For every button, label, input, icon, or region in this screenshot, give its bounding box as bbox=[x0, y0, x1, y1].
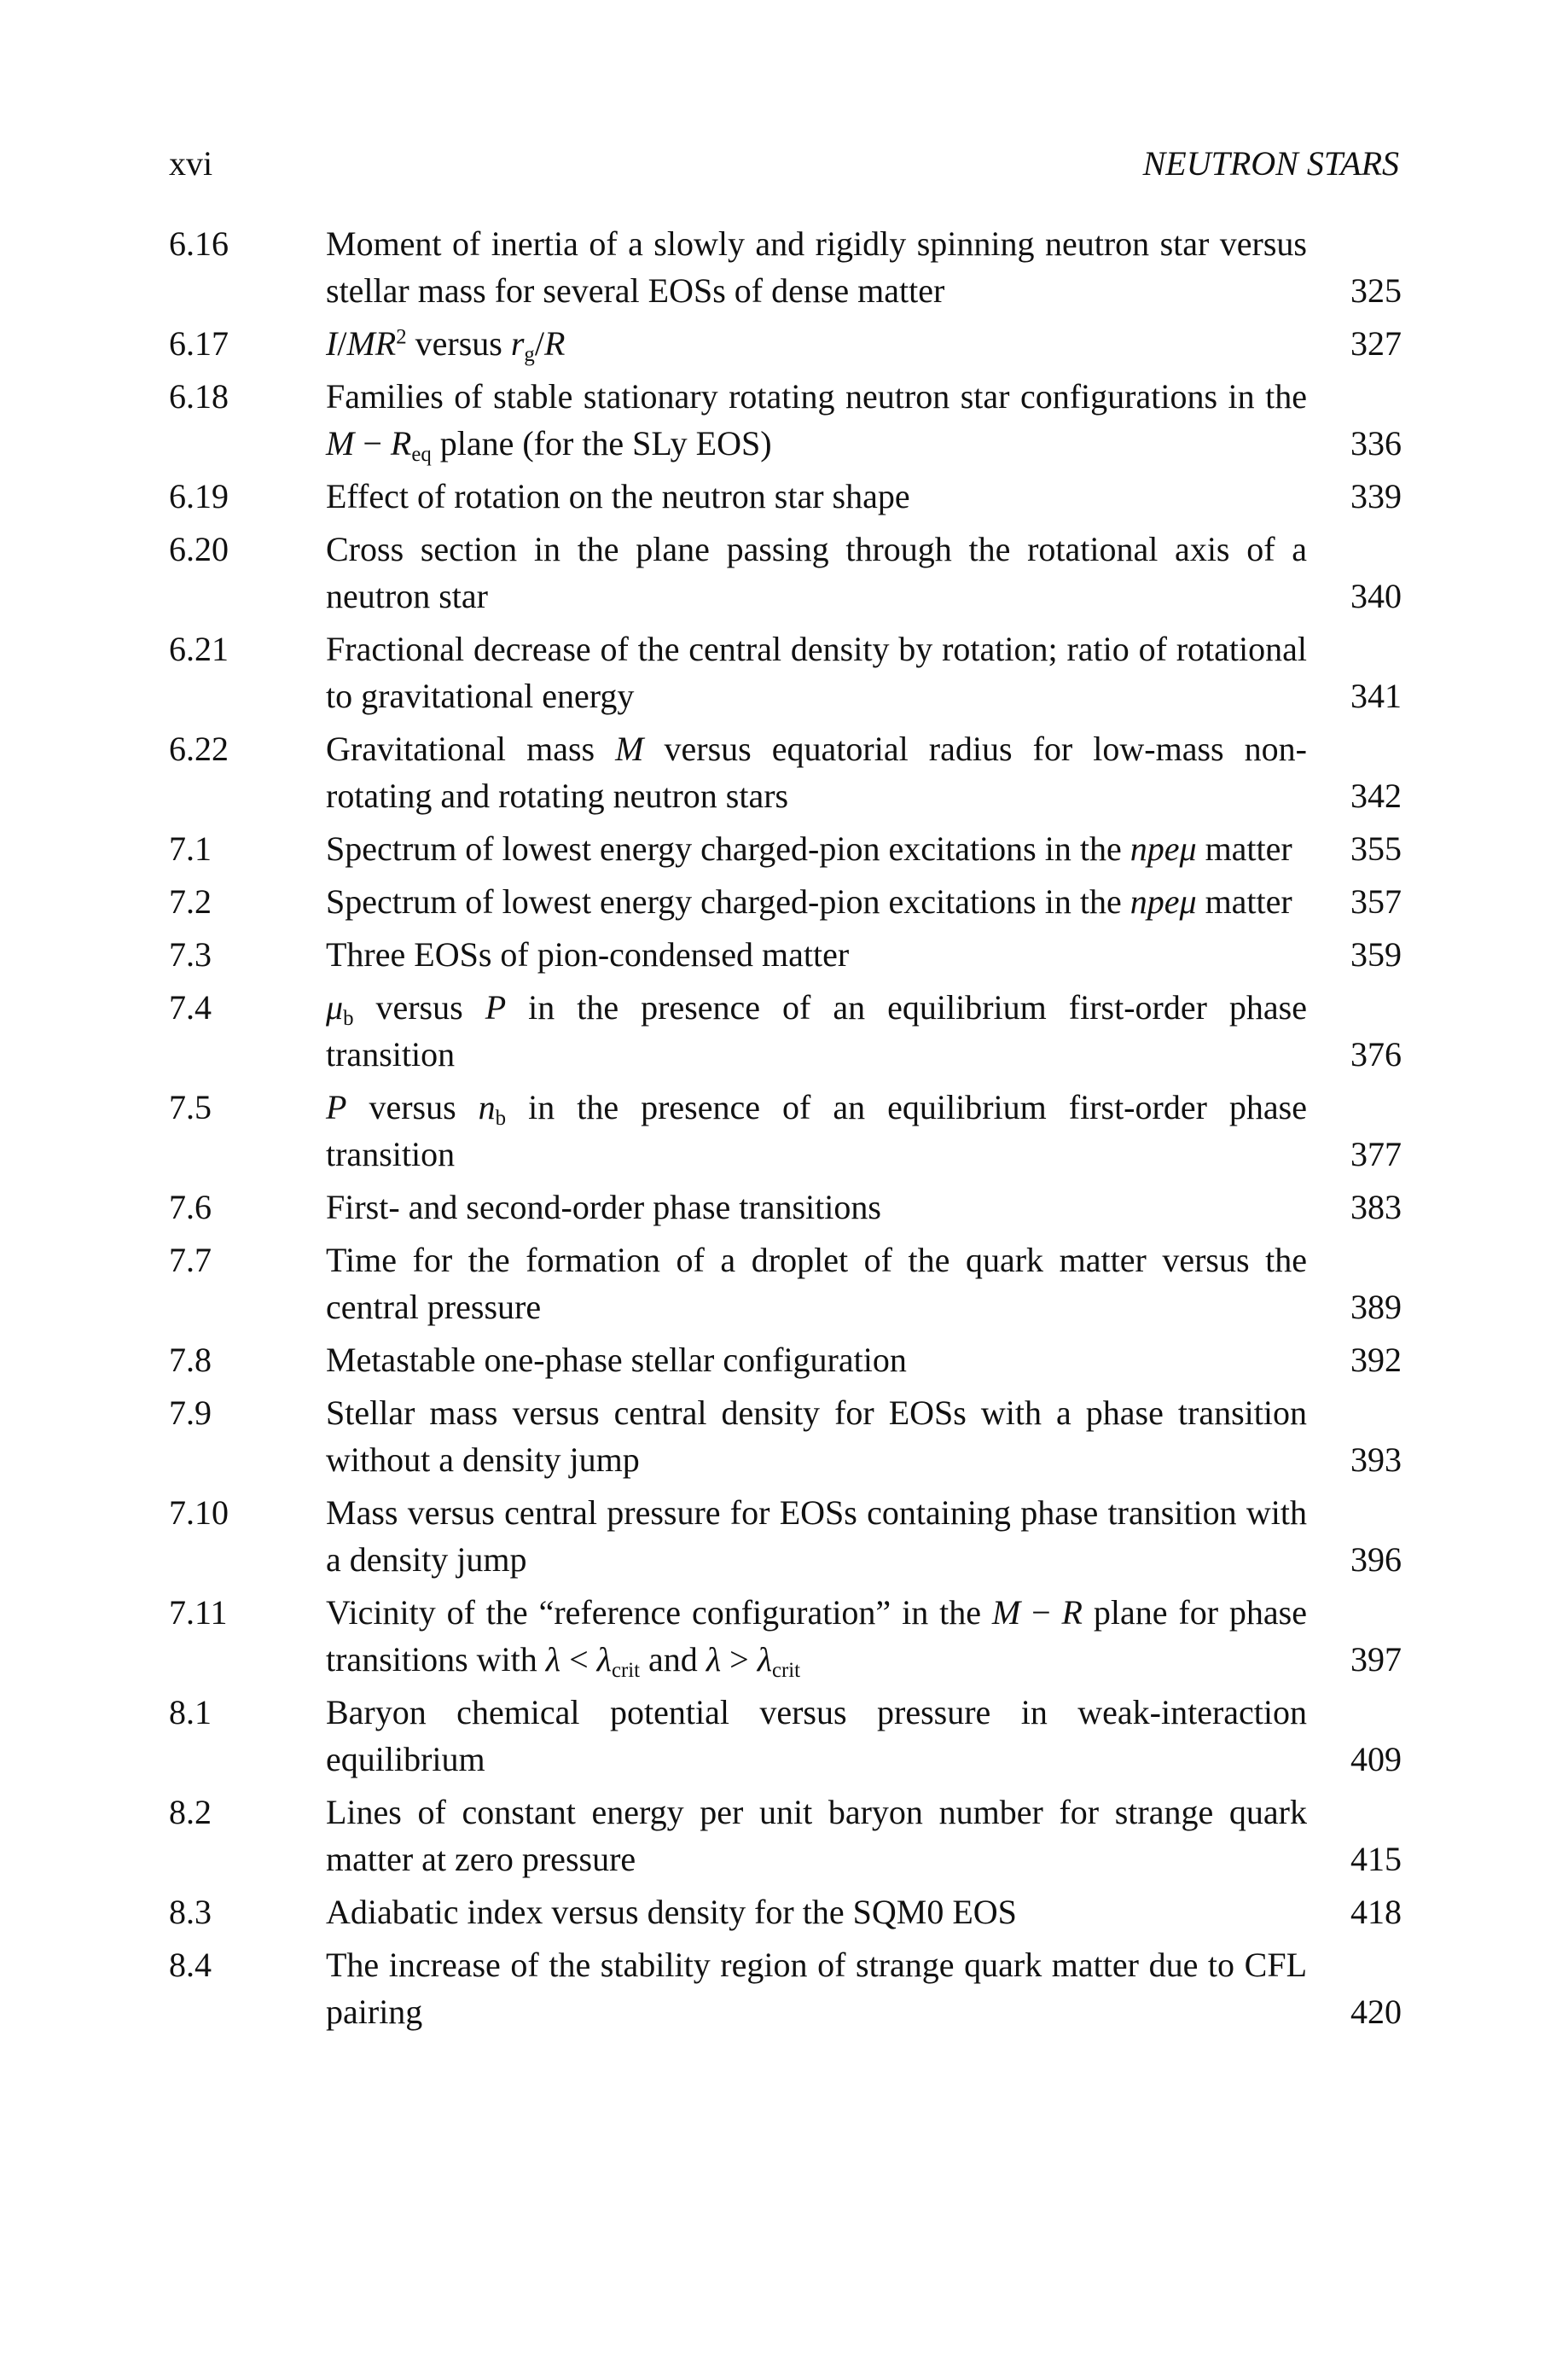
page-number: 392 bbox=[1350, 1341, 1402, 1379]
figure-caption: Adiabatic index versus density for the SQM0 EOS bbox=[326, 1893, 1017, 1931]
figure-number: 6.20 bbox=[169, 530, 229, 568]
figure-caption: Fractional decrease of the central density by rotation; ratio of rotational to gravitational energy bbox=[326, 630, 1307, 715]
figure-entry bbox=[169, 984, 1402, 1078]
page-number: 340 bbox=[1350, 577, 1402, 615]
figure-entry bbox=[169, 1888, 1402, 1935]
figure-caption: Spectrum of lowest energy charged-pion excitations in the npeμ matter bbox=[326, 829, 1292, 868]
figure-entry bbox=[169, 1689, 1402, 1783]
page-label: xvi bbox=[169, 144, 213, 183]
list-of-figures bbox=[169, 220, 1402, 2041]
figure-entry bbox=[169, 878, 1402, 925]
figure-caption: Vicinity of the “reference configuration” in the M − R plane for phase transitions with $\lambda < \lambda_{crit}$ and $\lambda > \lambda_{crit}$ bbox=[326, 1593, 1308, 1682]
page-number: 396 bbox=[1350, 1540, 1402, 1579]
figure-number: 7.5 bbox=[169, 1088, 212, 1126]
figure-caption: $I/MR^2$ versus $r_g/R$ bbox=[326, 324, 566, 366]
figure-caption: Lines of constant energy per unit baryon number for strange quark matter at zero pressure bbox=[326, 1793, 1307, 1878]
figure-caption: Three EOSs of pion-condensed matter bbox=[326, 935, 850, 974]
page-number: 383 bbox=[1350, 1188, 1402, 1226]
page-number: 336 bbox=[1350, 424, 1402, 463]
figure-number: 7.2 bbox=[169, 882, 212, 921]
page-number: 389 bbox=[1350, 1288, 1402, 1326]
figure-number: 6.17 bbox=[169, 324, 229, 363]
figure-caption: P versus $n_b$ in the presence of an equilibrium first-order phase transition bbox=[326, 1088, 1307, 1173]
figure-caption: Stellar mass versus central density for EOSs with a phase transition without a density jump bbox=[326, 1393, 1307, 1479]
page-number: 339 bbox=[1350, 477, 1402, 515]
figure-caption: Cross section in the plane passing through the rotational axis of a neutron star bbox=[326, 530, 1307, 615]
figure-number: 6.22 bbox=[169, 730, 229, 768]
figure-entry bbox=[169, 1336, 1402, 1383]
page-number: 376 bbox=[1350, 1035, 1402, 1073]
figure-number: 6.19 bbox=[169, 477, 229, 515]
figure-caption: Time for the formation of a droplet of the quark matter versus the central pressure bbox=[326, 1241, 1307, 1326]
figure-entry bbox=[169, 1941, 1402, 2035]
page-number: 325 bbox=[1350, 271, 1402, 310]
running-head bbox=[169, 143, 1399, 184]
figure-entry bbox=[169, 373, 1402, 467]
figure-entry bbox=[169, 1236, 1402, 1330]
page-number: 418 bbox=[1350, 1893, 1402, 1931]
figure-entry bbox=[169, 1589, 1402, 1683]
figure-caption: Gravitational mass M versus equatorial radius for low-mass non-rotating and rotating neutron stars bbox=[326, 730, 1307, 815]
figure-number: 6.21 bbox=[169, 630, 229, 668]
figure-entry bbox=[169, 931, 1402, 978]
figure-entry bbox=[169, 1084, 1402, 1178]
figure-entry bbox=[169, 725, 1402, 819]
figure-entry bbox=[169, 1789, 1402, 1882]
page-number: 355 bbox=[1350, 829, 1402, 868]
page-number: 342 bbox=[1350, 777, 1402, 815]
figure-entry bbox=[169, 825, 1402, 872]
page-number: 341 bbox=[1350, 677, 1402, 715]
figure-number: 7.6 bbox=[169, 1188, 212, 1226]
figure-caption: Metastable one-phase stellar configuration bbox=[326, 1341, 907, 1379]
figure-entry bbox=[169, 625, 1402, 719]
figure-number: 7.7 bbox=[169, 1241, 212, 1279]
page-number: 409 bbox=[1350, 1740, 1402, 1778]
page-number: 327 bbox=[1350, 324, 1402, 363]
figure-caption: Spectrum of lowest energy charged-pion excitations in the npeμ matter bbox=[326, 882, 1292, 921]
figure-number: 7.1 bbox=[169, 829, 212, 868]
page-number: 377 bbox=[1350, 1135, 1402, 1173]
figure-caption: First- and second-order phase transitions bbox=[326, 1188, 881, 1226]
page-number: 397 bbox=[1350, 1640, 1402, 1679]
figure-caption: Families of stable stationary rotating neutron star configurations in the $M - R_{eq}$ plane (for the SLy EOS) bbox=[326, 377, 1307, 466]
figure-caption: The increase of the stability region of strange quark matter due to CFL pairing bbox=[326, 1946, 1307, 2031]
page-number: 415 bbox=[1350, 1840, 1402, 1878]
figure-number: 8.1 bbox=[169, 1693, 212, 1731]
figure-number: 6.16 bbox=[169, 224, 229, 263]
figure-caption: Baryon chemical potential versus pressure in weak-interaction equilibrium bbox=[326, 1693, 1307, 1778]
figure-entry bbox=[169, 320, 1402, 367]
page-number: 420 bbox=[1350, 1993, 1402, 2031]
figure-number: 7.9 bbox=[169, 1393, 212, 1432]
book-title: NEUTRON STARS bbox=[1142, 144, 1399, 183]
page-number: 357 bbox=[1350, 882, 1402, 921]
figure-entry bbox=[169, 1489, 1402, 1583]
figure-number: 7.10 bbox=[169, 1493, 229, 1532]
figure-caption: Mass versus central pressure for EOSs containing phase transition with a density jump bbox=[326, 1493, 1307, 1579]
figure-caption: Moment of inertia of a slowly and rigidly spinning neutron star versus stellar mass for several EOSs of dense matter bbox=[326, 224, 1307, 310]
figure-number: 8.4 bbox=[169, 1946, 212, 1984]
figure-entry bbox=[169, 1184, 1402, 1231]
figure-caption: Effect of rotation on the neutron star shape bbox=[326, 477, 910, 515]
figure-caption: $\mu_b$ versus P in the presence of an equilibrium first-order phase transition bbox=[326, 988, 1307, 1073]
figure-entry bbox=[169, 1389, 1402, 1483]
page-number: 393 bbox=[1350, 1440, 1402, 1479]
figure-number: 7.8 bbox=[169, 1341, 212, 1379]
figure-number: 6.18 bbox=[169, 377, 229, 416]
figure-number: 8.2 bbox=[169, 1793, 212, 1831]
figure-number: 8.3 bbox=[169, 1893, 212, 1931]
figure-entry bbox=[169, 220, 1402, 314]
figure-number: 7.4 bbox=[169, 988, 212, 1027]
figure-number: 7.11 bbox=[169, 1593, 228, 1632]
figure-entry bbox=[169, 526, 1402, 620]
page-number: 359 bbox=[1350, 935, 1402, 974]
figure-number: 7.3 bbox=[169, 935, 212, 974]
figure-entry bbox=[169, 473, 1402, 520]
